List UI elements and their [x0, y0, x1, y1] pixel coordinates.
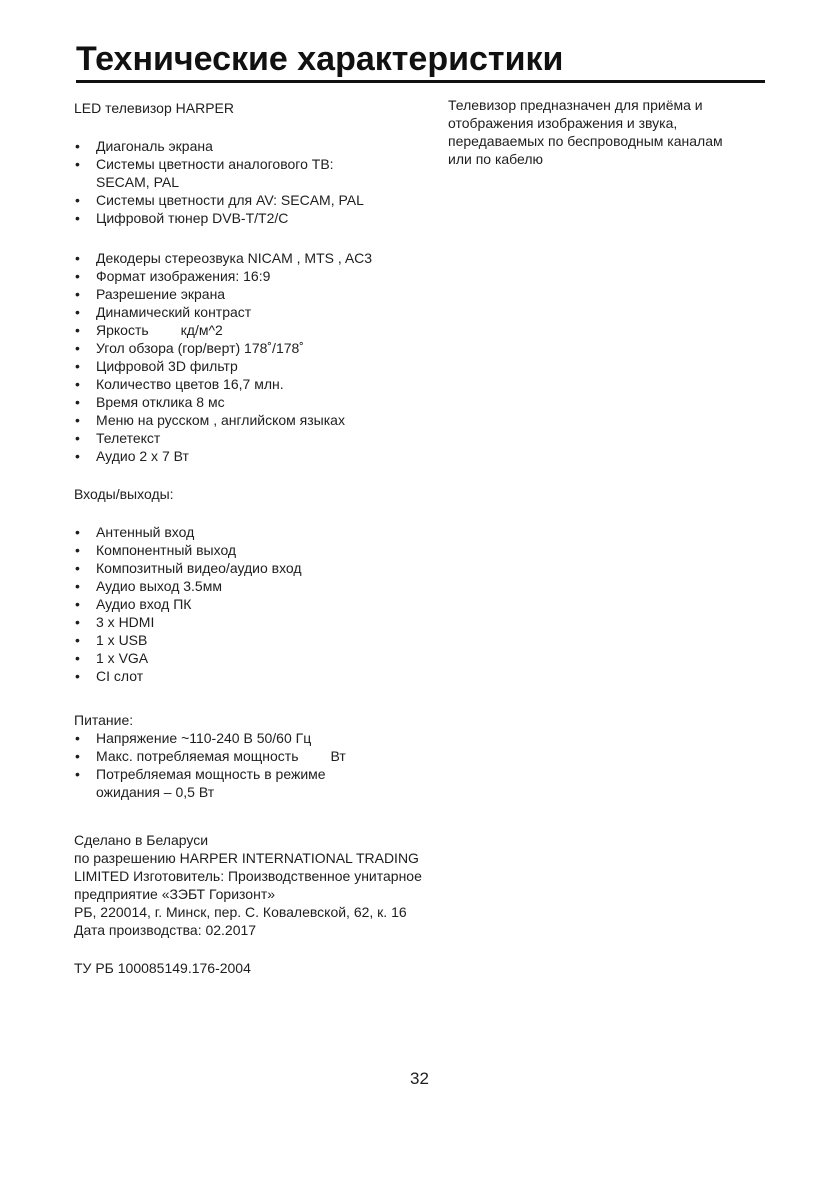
product-intro: LED телевизор HARPER [74, 100, 234, 116]
manufacturer-line: РБ, 220014, г. Минск, пер. С. Ковалевской, 62, к. 16 [74, 904, 407, 920]
list-item [74, 137, 464, 155]
list-item-text: Цифровой тюнер DVB-T/T2/C [96, 210, 289, 226]
bullet-icon: • [75, 192, 80, 208]
bullet-icon: • [75, 322, 80, 338]
list-item-text: Системы цветности аналогового ТВ: [96, 156, 334, 172]
bullet-icon: • [75, 210, 80, 226]
bullet-icon: • [75, 250, 80, 266]
bullet-icon: • [75, 730, 80, 746]
bullet-icon: • [75, 668, 80, 684]
list-item-text: Антенный вход [96, 524, 195, 540]
list-item [74, 595, 464, 613]
power-heading: Питание: [74, 712, 134, 728]
list-item-text: Формат изображения: 16:9 [96, 268, 271, 284]
page-number: 32 [410, 1069, 429, 1088]
spacer [74, 685, 464, 711]
list-item-text: Цифровой 3D фильтр [96, 358, 238, 374]
page-title: Технические характеристики [76, 40, 564, 78]
spacer [74, 227, 464, 249]
list-item [74, 729, 464, 747]
bullet-icon: • [75, 650, 80, 666]
list-item-continuation: ожидания – 0,5 Вт [96, 784, 215, 800]
bullet-icon: • [75, 578, 80, 594]
list-item-text: Композитный видео/аудио вход [96, 560, 302, 576]
manufacturer-line: предприятие «ЗЭБТ Горизонт» [74, 886, 276, 902]
manufacturer-line: Сделано в Беларуси [74, 832, 209, 848]
manufacturer-line: LIMITED Изготовитель: Производственное унитарное [74, 868, 422, 884]
list-item [74, 631, 464, 649]
io-heading: Входы/выходы: [74, 486, 174, 502]
list-item [74, 303, 464, 321]
list-item [74, 559, 464, 577]
list-item [74, 541, 464, 559]
list-item-text: Количество цветов 16,7 млн. [96, 376, 284, 392]
list-item-text: Потребляемая мощность в режиме [96, 766, 326, 782]
io-list [74, 523, 464, 685]
spacer [74, 503, 464, 523]
bullet-icon: • [75, 632, 80, 648]
list-item-text: 1 х VGA [96, 650, 149, 666]
bullet-icon: • [75, 542, 80, 558]
list-item-text: Аудио выход 3.5мм [96, 578, 222, 594]
list-item [74, 249, 464, 267]
list-item-text: Динамический контраст [96, 304, 252, 320]
specs-list-1 [74, 137, 464, 173]
bullet-icon: • [75, 412, 80, 428]
bullet-icon: • [75, 766, 80, 782]
list-item [74, 267, 464, 285]
list-item-text: Время отклика 8 мс [96, 394, 225, 410]
list-item-text: 3 х HDMI [96, 614, 155, 630]
manufacturer-line: Дата производства: 02.2017 [74, 922, 257, 938]
specs-column [74, 99, 464, 977]
list-item-continuation: SECAM, PAL [96, 174, 179, 190]
bullet-icon: • [75, 304, 80, 320]
bullet-icon: • [75, 748, 80, 764]
spacer [74, 801, 464, 831]
list-item [74, 577, 464, 595]
list-item [74, 667, 464, 685]
list-item [74, 411, 464, 429]
list-item-text: Напряжение ~110-240 В 50/60 Гц [96, 730, 312, 746]
list-item-text: CI слот [96, 668, 144, 684]
list-item [74, 357, 464, 375]
bullet-icon: • [75, 340, 80, 356]
list-item-text: Разрешение экрана [96, 286, 226, 302]
list-item-text: Меню на русском , английском языках [96, 412, 345, 428]
list-item-text: Аудио вход ПК [96, 596, 192, 612]
list-item [74, 191, 464, 209]
title-divider [76, 80, 765, 83]
bullet-icon: • [75, 358, 80, 374]
bullet-icon: • [75, 524, 80, 540]
list-item-text: Диагональ экрана [96, 138, 213, 154]
list-item [74, 747, 464, 765]
bullet-icon: • [75, 614, 80, 630]
list-item [74, 285, 464, 303]
bullet-icon: • [75, 394, 80, 410]
list-item-text: 1 х USB [96, 632, 148, 648]
bullet-icon: • [75, 376, 80, 392]
bullet-icon: • [75, 268, 80, 284]
list-item-text: Аудио 2 х 7 Вт [96, 448, 189, 464]
description-column [448, 96, 758, 168]
list-item-text: Телетекст [96, 430, 161, 446]
list-item-text: Декодеры стереозвука NICAM , MTS , AC3 [96, 250, 373, 266]
manufacturer-block [74, 831, 464, 939]
manufacturer-line: по разрешению HARPER INTERNATIONAL TRADING [74, 850, 419, 866]
bullet-icon: • [75, 430, 80, 446]
specs-list-2 [74, 249, 464, 465]
description-line: Телевизор предназначен для приёма и [448, 97, 703, 113]
power-list [74, 729, 464, 783]
list-item [74, 613, 464, 631]
bullet-icon: • [75, 560, 80, 576]
power-max-unit: Вт [330, 748, 346, 764]
list-item [74, 155, 464, 173]
list-item [74, 765, 464, 783]
list-item [74, 429, 464, 447]
list-item-text: Компонентный выход [96, 542, 237, 558]
list-item-text: Системы цветности для AV: SECAM, PAL [96, 192, 364, 208]
list-item [74, 339, 464, 357]
standard-code: ТУ РБ 100085149.176-2004 [74, 960, 251, 976]
description-line: или по кабелю [448, 151, 544, 167]
bullet-icon: • [75, 448, 80, 464]
spacer [74, 939, 464, 959]
list-item [74, 649, 464, 667]
list-item [74, 523, 464, 541]
specs-list-1b [74, 191, 464, 227]
bullet-icon: • [75, 138, 80, 154]
list-item-text: Яркость [96, 322, 149, 338]
list-item [74, 321, 464, 339]
list-item [74, 447, 464, 465]
brightness-unit: кд/м^2 [180, 322, 223, 338]
list-item-text: Макс. потребляемая мощность [96, 748, 299, 764]
list-item-text: Угол обзора (гор/верт) 178˚/178˚ [96, 340, 304, 356]
description-line: отображения изображения и звука, [448, 115, 678, 131]
list-item [74, 375, 464, 393]
list-item [74, 393, 464, 411]
bullet-icon: • [75, 156, 80, 172]
spacer [74, 465, 464, 485]
bullet-icon: • [75, 286, 80, 302]
bullet-icon: • [75, 596, 80, 612]
list-item [74, 209, 464, 227]
description-line: передаваемых по беспроводным каналам [448, 133, 723, 149]
spacer [74, 117, 464, 137]
